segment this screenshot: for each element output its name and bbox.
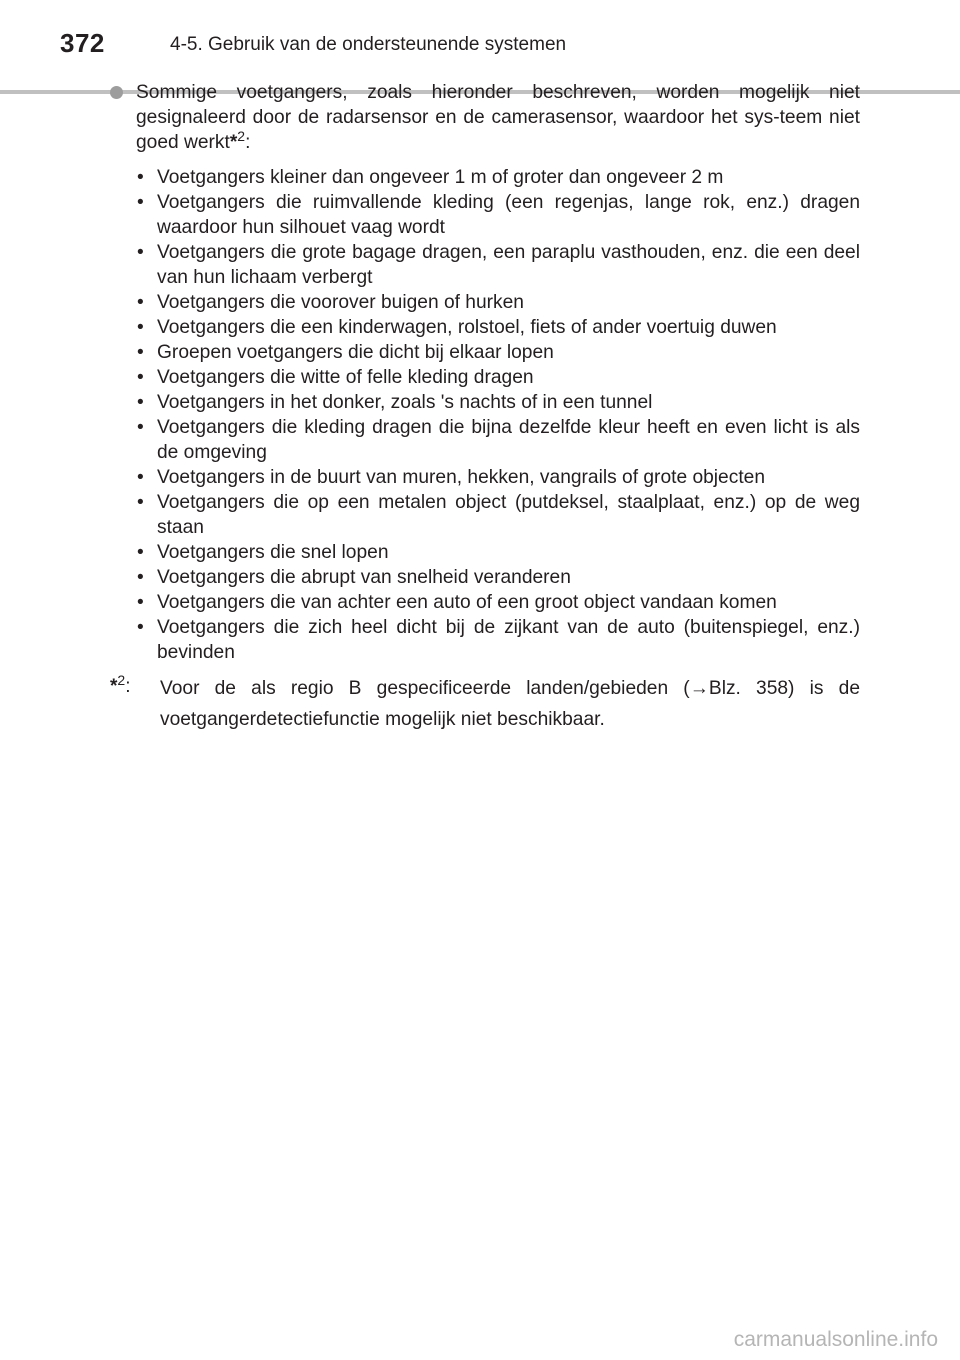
list-item [136, 315, 860, 340]
footnote-reference: 2 [237, 128, 246, 144]
arrow-right-icon: → [689, 678, 709, 699]
list-item [136, 190, 860, 240]
bullet-dot-icon: • [137, 567, 144, 588]
list-item-text: Voetgangers die van achter een auto of een groot object vandaan komen [157, 592, 777, 613]
list-item [136, 415, 860, 465]
list-item-text: Voetgangers die voorover buigen of hurken [157, 292, 524, 313]
list-item [136, 565, 860, 590]
list-item-text: Voetgangers in het donker, zoals 's nachts of in een tunnel [157, 392, 653, 413]
list-item-text: Voetgangers die ruimvallende kleding (een regenjas, lange rok, enz.) dragen waardoor hun silhouet vaag wordt [157, 192, 860, 238]
footnote-number: 2 [117, 672, 126, 688]
bullet-dot-icon: • [137, 192, 144, 213]
bullet-dot-icon: • [137, 242, 144, 263]
watermark: carmanualsonline.info [733, 1328, 938, 1351]
list-item [136, 390, 860, 415]
list-item [136, 340, 860, 365]
footnote-colon: : [125, 676, 131, 697]
footnote-text-start: Voor de als regio B gespecificeerde landen/gebieden ( [160, 678, 690, 699]
list-item-text: Voetgangers die kleding dragen die bijna dezelfde kleur heeft en even licht is als de omgeving [157, 417, 860, 463]
bullet-dot-icon: • [137, 592, 144, 613]
page-header [0, 26, 960, 66]
bullet-dot-icon: • [137, 492, 144, 513]
list-item [136, 615, 860, 665]
list-item-text: Voetgangers in de buurt van muren, hekken, vangrails of grote objecten [157, 467, 765, 488]
bullet-dot-icon: • [137, 467, 144, 488]
bullet-dot-icon: • [137, 317, 144, 338]
bullet-dot-icon: • [137, 617, 144, 638]
bullet-dot-icon: • [137, 292, 144, 313]
pedestrian-conditions-list [110, 165, 860, 665]
list-item-text: Voetgangers die abrupt van snelheid veranderen [157, 567, 571, 588]
footnote [110, 673, 860, 735]
page-reference-link[interactable]: Blz. 358) is de voetgangerdetectiefunctie mogelijk niet beschikbaar. [160, 678, 860, 730]
list-item-text: Voetgangers kleiner dan ongeveer 1 m of groter dan ongeveer 2 m [157, 167, 724, 188]
list-item [136, 465, 860, 490]
bullet-dot-icon: • [137, 417, 144, 438]
list-item [136, 365, 860, 390]
list-item-text: Voetgangers die een kinderwagen, rolstoel, fiets of ander voertuig duwen [157, 317, 777, 338]
footnote-marker [110, 671, 131, 702]
page-number: 372 [60, 28, 105, 58]
page-content [110, 80, 860, 735]
list-item-text: Voetgangers die zich heel dicht bij de zijkant van de auto (buitenspiegel, enz.) bevinden [157, 617, 860, 663]
intro-paragraph [110, 80, 860, 155]
section-title: 4-5. Gebruik van de ondersteunende systemen [170, 34, 567, 55]
list-item-text: Voetgangers die op een metalen object (putdeksel, staalplaat, enz.) op de weg staan [157, 492, 860, 538]
list-item-text: Voetgangers die grote bagage dragen, een paraplu vasthouden, enz. die een deel van hun lichaam verbergt [157, 242, 860, 288]
list-item [136, 590, 860, 615]
bullet-dot-icon: • [137, 367, 144, 388]
list-item-text: Groepen voetgangers die dicht bij elkaar lopen [157, 342, 554, 363]
footnote-star-icon: * [229, 132, 238, 153]
list-item [136, 240, 860, 290]
intro-colon: : [245, 132, 251, 153]
round-bullet-icon [110, 86, 123, 99]
bullet-dot-icon: • [137, 167, 144, 188]
footnote-star-icon: * [110, 676, 118, 697]
intro-text: Sommige voetgangers, zoals hieronder beschreven, worden mogelijk niet gesignaleerd door de radarsensor en de camerasensor, waardoor het sys-teem niet goed werkt [136, 82, 860, 153]
list-item [136, 290, 860, 315]
bullet-dot-icon: • [137, 542, 144, 563]
bullet-dot-icon: • [137, 342, 144, 363]
list-item [136, 165, 860, 190]
list-item [136, 540, 860, 565]
list-item [136, 490, 860, 540]
list-item-text: Voetgangers die witte of felle kleding dragen [157, 367, 534, 388]
bullet-dot-icon: • [137, 392, 144, 413]
list-item-text: Voetgangers die snel lopen [157, 542, 389, 563]
